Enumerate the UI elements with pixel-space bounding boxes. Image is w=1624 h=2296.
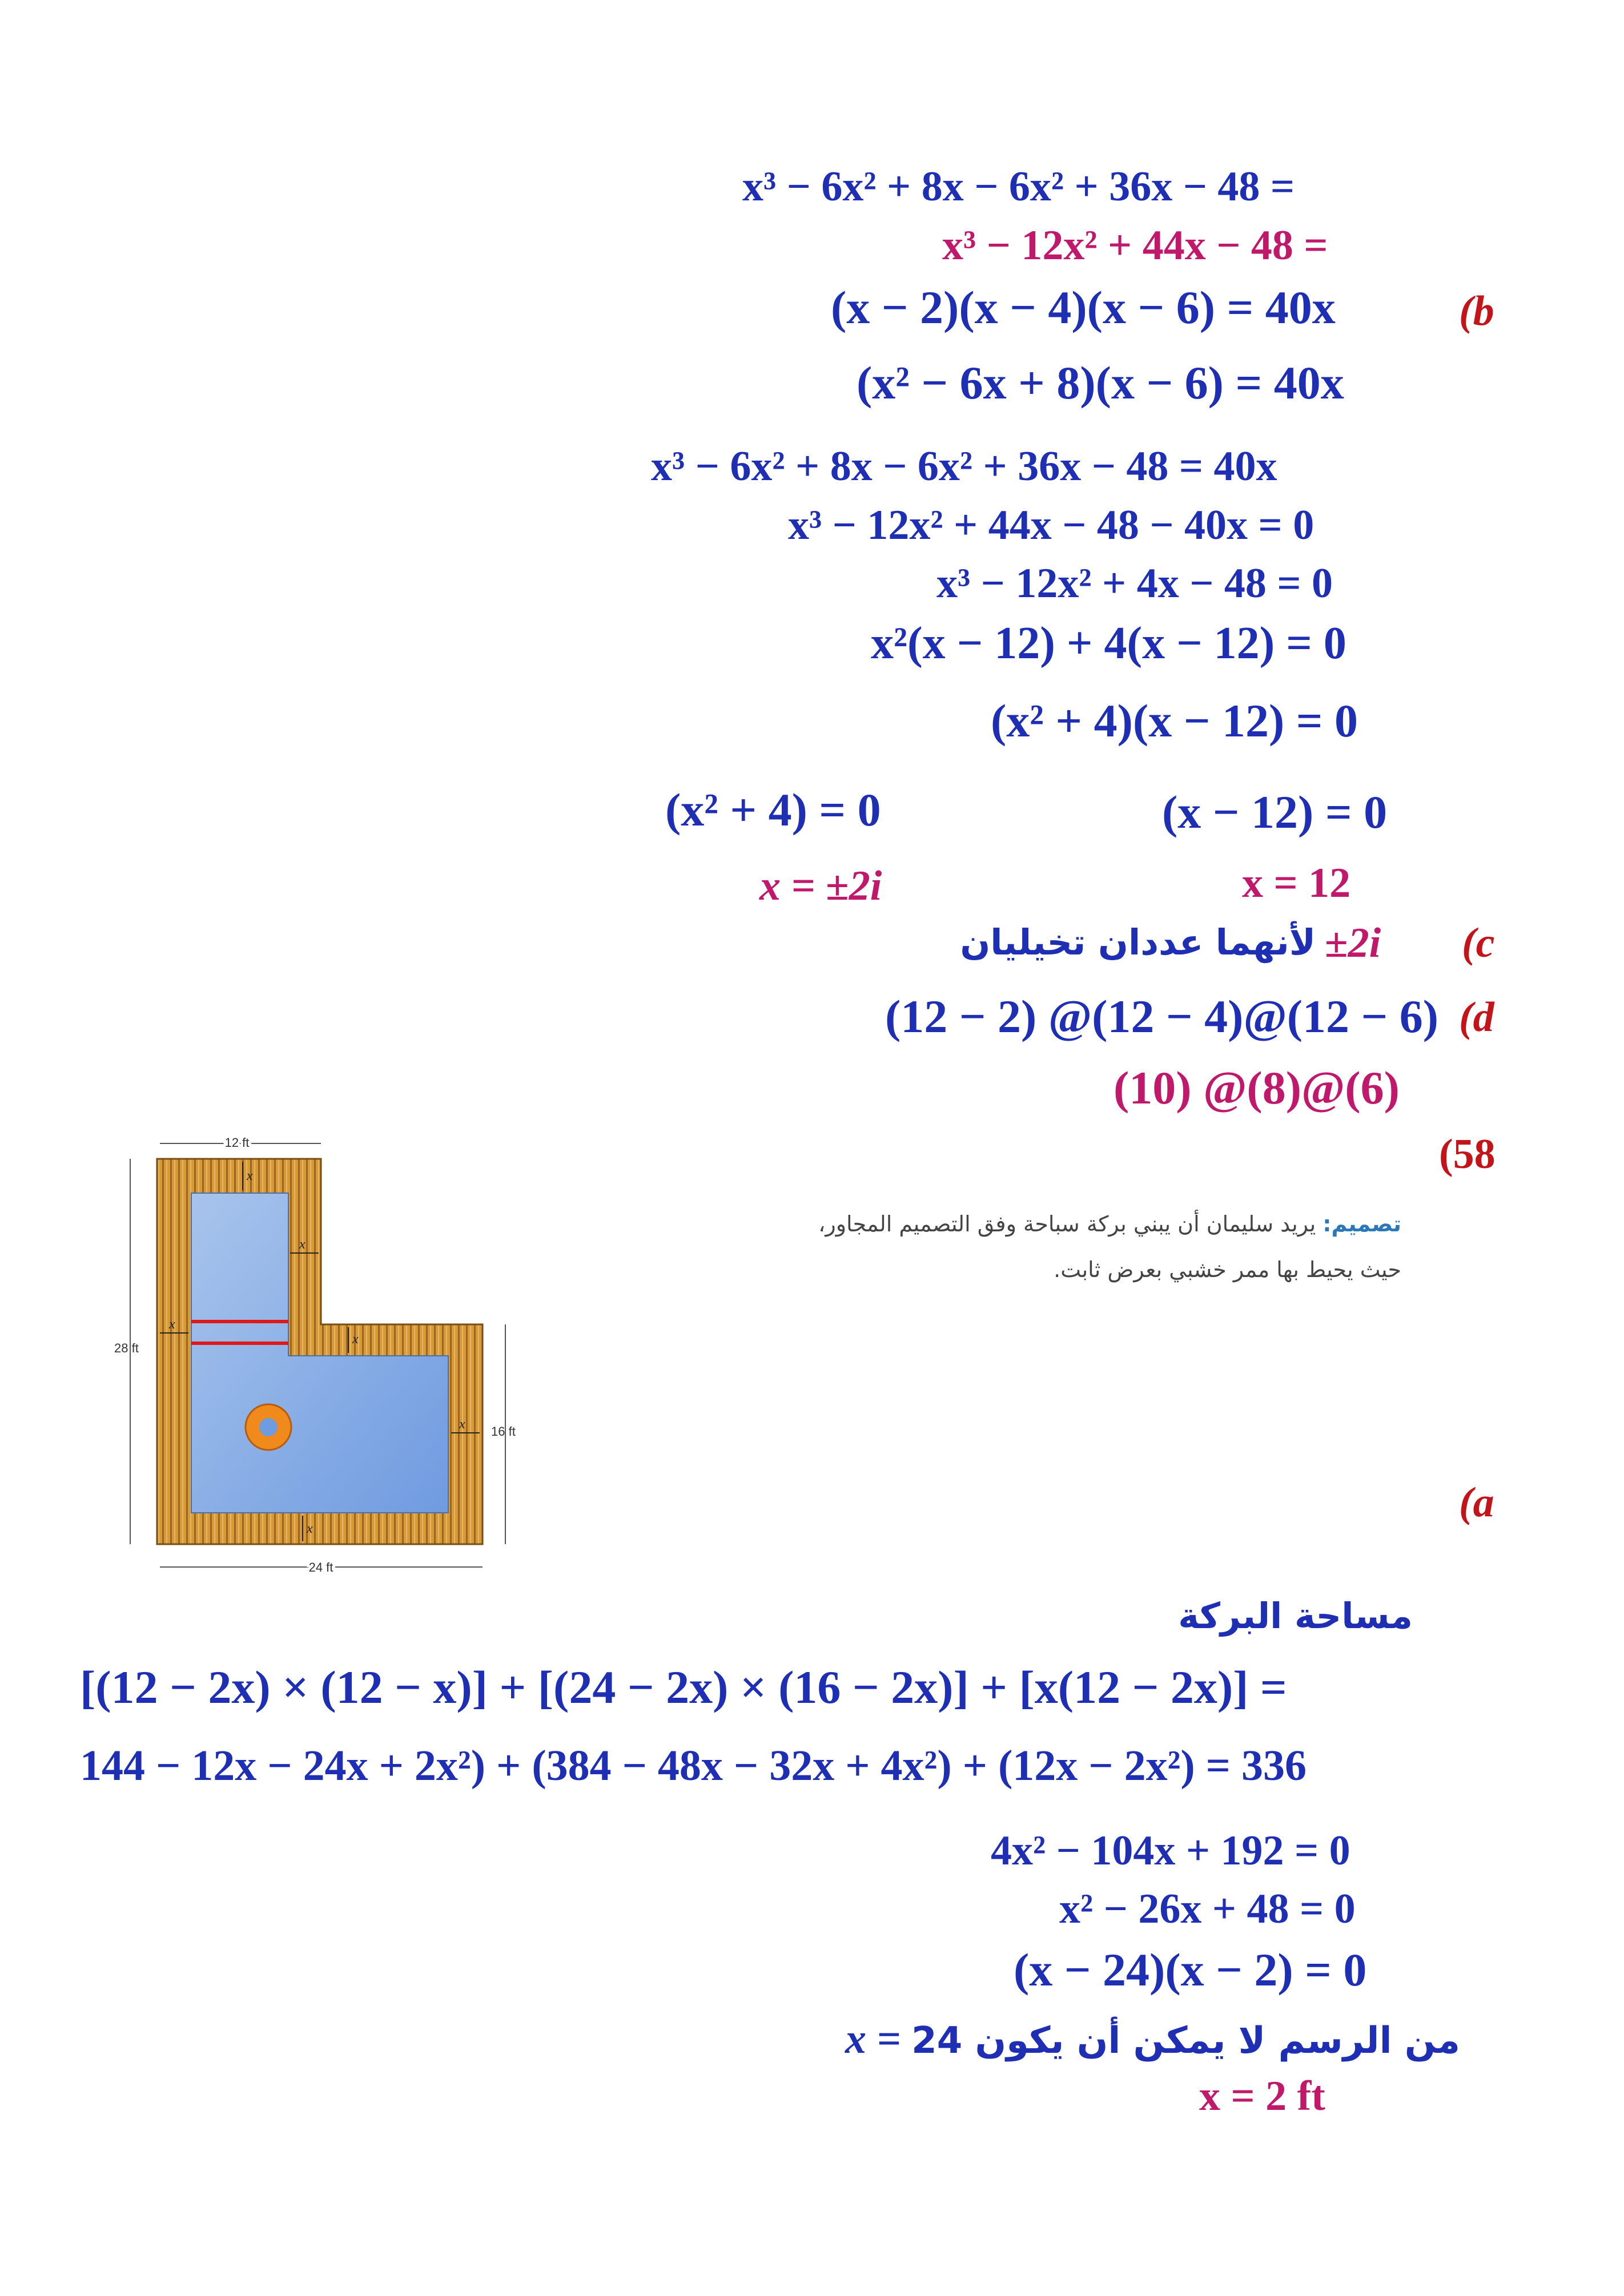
b-line-8: x²(x − 12) + 4(x − 12) = 0 xyxy=(871,618,1346,668)
problem-text: يريد سليمان أن يبني بركة سباحة وفق التصميم المجاور، xyxy=(818,1211,1316,1236)
b-line-6: x³ − 12x² + 44x − 48 − 40x = 0 xyxy=(788,502,1315,549)
dim-right: 16 ft xyxy=(491,1424,516,1439)
problem-keyword: تصميم: xyxy=(1322,1211,1401,1236)
b-line-4: (x² − 6x + 8)(x − 6) = 40x xyxy=(857,357,1344,409)
part-a-label: (a xyxy=(1459,1479,1494,1526)
problem-number: (58 xyxy=(1439,1131,1496,1178)
dim-bottom: 24 ft xyxy=(308,1560,333,1574)
a-line-2: 144 − 12x − 24x + 2x²) + (384 − 48x − 32x + 4x²) + (12x − 2x²) = 336 xyxy=(80,1742,1307,1790)
b-line-5: x³ − 6x² + 8x − 6x² + 36x − 48 = 40x xyxy=(651,443,1277,490)
part-c-label: (c xyxy=(1462,920,1495,966)
problem-text-line-2: حيث يحيط بها ممر خشبي بعرض ثابت. xyxy=(1054,1257,1401,1282)
b-line-3: (x − 2)(x − 4)(x − 6) = 40x xyxy=(831,281,1336,333)
b-left-factor: (x² + 4) = 0 xyxy=(665,784,881,836)
x-label-4: x xyxy=(352,1332,359,1347)
x-label-2: x xyxy=(299,1237,305,1252)
problem-text-line-1 xyxy=(818,1213,1401,1235)
c-value: ±2i xyxy=(1325,920,1381,966)
x-label-5: x xyxy=(459,1417,465,1432)
a-line-5: (x − 24)(x − 2) = 0 xyxy=(1014,1944,1367,1996)
x-label-6: x xyxy=(307,1521,313,1536)
a-line-1: [(12 − 2x) × (12 − x)] + [(24 − 2x) × (16 − 2x)] + [x(12 − 2x)] = xyxy=(80,1661,1287,1713)
b-left-solution: x = ±2i xyxy=(759,863,882,909)
b-line-1: x³ − 6x² + 8x − 6x² + 36x − 48 = xyxy=(742,163,1295,210)
a-line-3: 4x² − 104x + 192 = 0 xyxy=(991,1827,1350,1874)
d-result: (10) @(8)@(6) xyxy=(1114,1062,1400,1114)
dim-top: 12 ft xyxy=(224,1135,250,1150)
b-right-factor: (x − 12) = 0 xyxy=(1162,786,1388,838)
x-label-1: x xyxy=(247,1169,253,1183)
a-note xyxy=(845,2016,1461,2063)
d-expression: (12 − 2) @(12 − 4)@(12 − 6) xyxy=(885,990,1439,1042)
pool-diagram xyxy=(114,1133,525,1584)
part-d-label: (d xyxy=(1459,994,1494,1041)
b-line-9: (x² + 4)(x − 12) = 0 xyxy=(991,695,1358,747)
b-right-solution: x = 12 xyxy=(1242,860,1351,907)
a-answer: x = 2 ft xyxy=(1199,2073,1325,2120)
b-line-7: x³ − 12x² + 4x − 48 = 0 xyxy=(936,560,1333,607)
a-line-4: x² − 26x + 48 = 0 xyxy=(1059,1886,1356,1932)
a-note-expr: x = xyxy=(845,2016,901,2063)
a-note-text: من الرسم لا يمكن أن يكون 24 xyxy=(911,2020,1461,2062)
a-heading: مساحة البركة xyxy=(1178,1595,1413,1637)
b-line-2: x³ − 12x² + 44x − 48 = xyxy=(942,222,1328,269)
part-b-label: (b xyxy=(1459,288,1494,335)
dim-left: 28 ft xyxy=(114,1341,139,1355)
x-label-3: x xyxy=(169,1317,175,1332)
c-text: لأنهما عددان تخيليان xyxy=(960,921,1316,963)
